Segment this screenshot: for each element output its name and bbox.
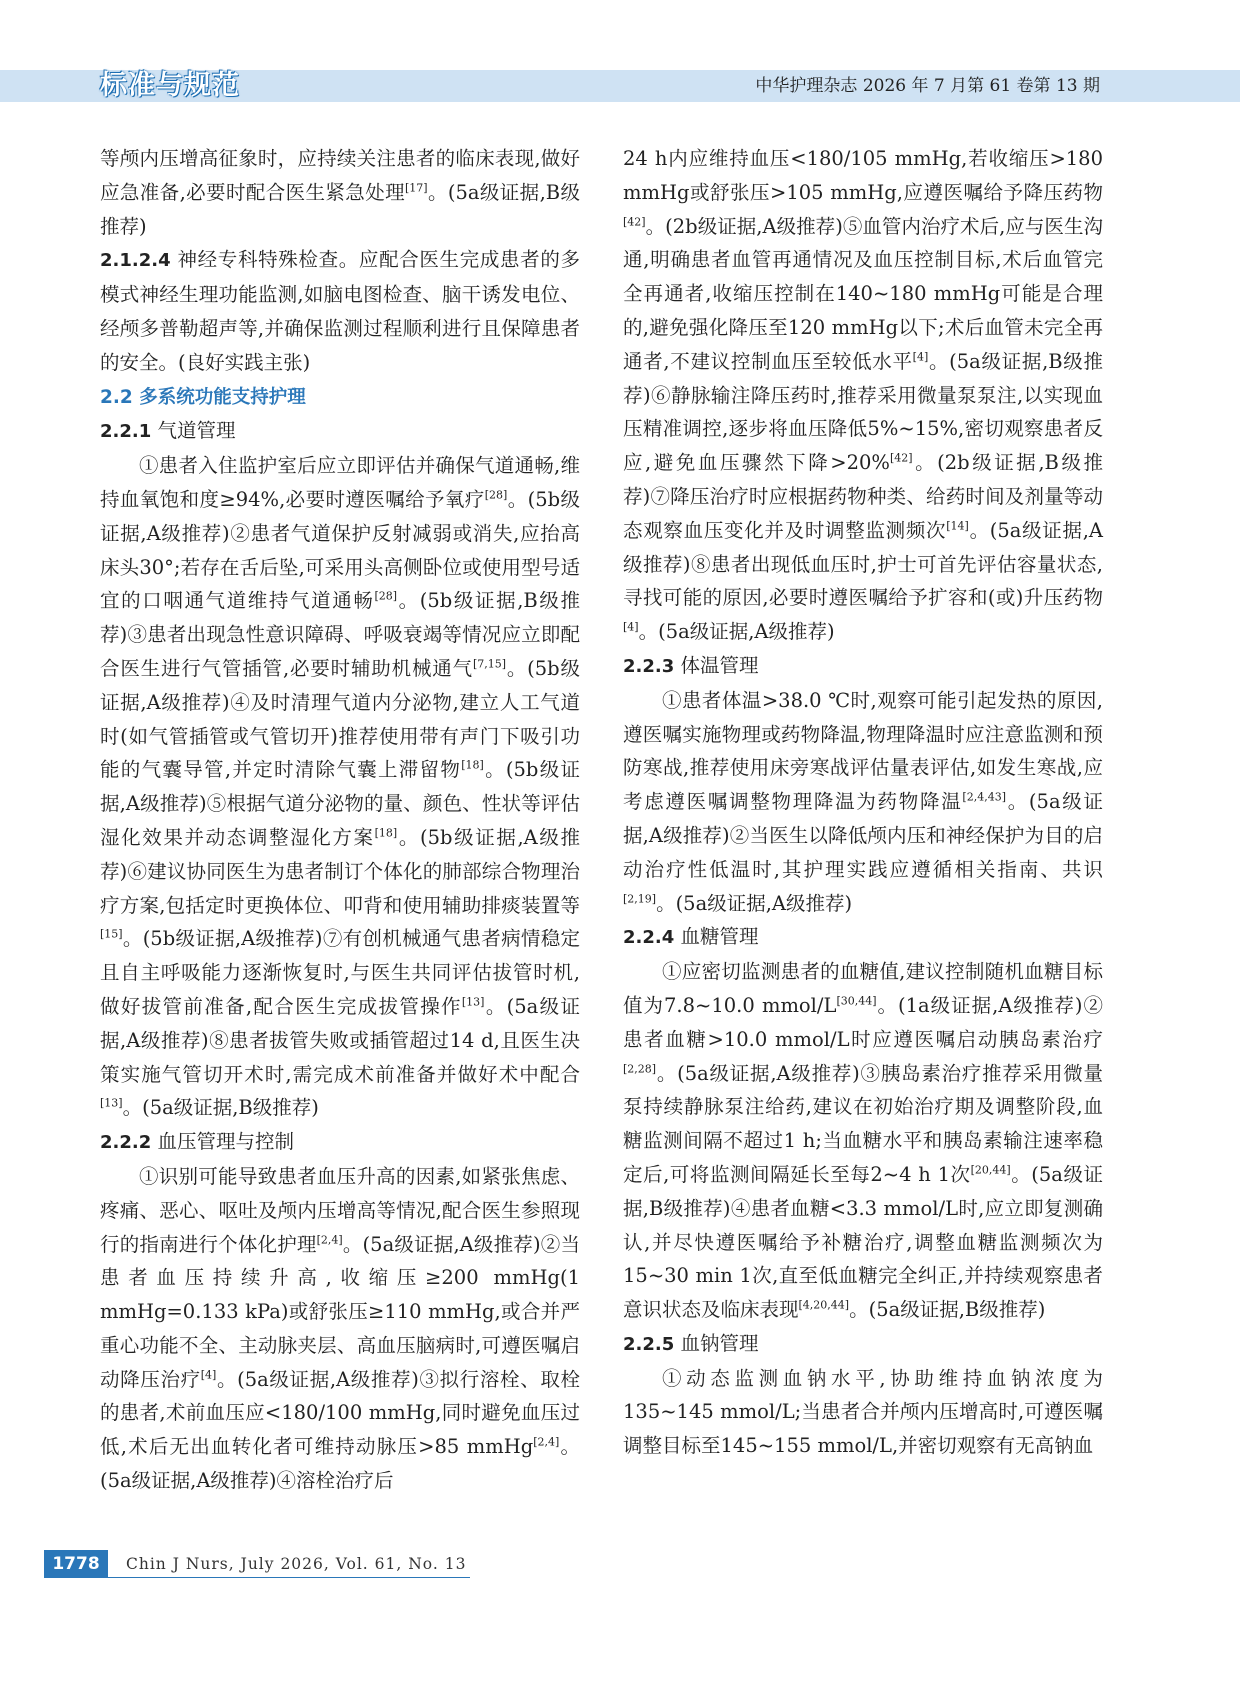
section-heading-2-2-5: 2.2.5 血钠管理 (623, 1331, 759, 1355)
section-heading-2-2-3: 2.2.3 体温管理 (623, 653, 759, 677)
glucose-paragraph: ①应密切监测患者的血糖值,建议控制随机血糖目标值为7.8~10.0 mmol/L[30,44]。(1a级证据,A级推荐)②患者血糖>10.0 mmol/L时应遵医嘱启动胰岛素治疗[2,28]。(5a级证据,A级推荐)③胰岛素治疗推荐采用微量泵持续静脉泵注给药,建议在初始治疗期及调整阶段,血糖监测间隔不超过1 h;当血糖水平和胰岛素输注速率稳定后,可将监测间隔延长至每2~4 h 1次[20,44]。(5a级证据,B级推荐)④患者血糖<3.3 mmol/L时,应立即复测确认,并尽快遵医嘱给予补糖治疗,调整血糖监测频次为15~30 min 1次,直至低血糖完全纠正,并持续观察患者意识状态及临床表现[4,20,44]。(5a级证据,B级推荐) (623, 960, 1103, 1322)
footer-citation: Chin J Nurs, July 2026, Vol. 61, No. 13 (126, 1555, 467, 1573)
sodium-paragraph: ①动态监测血钠水平,协助维持血钠浓度为135~145 mmol/L;当患者合并颅内压增高时,可遵医嘱调整目标至145~155 mmol/L,并密切观察有无高钠血 (623, 1366, 1103, 1458)
footer-rule (108, 1577, 470, 1578)
section-heading-2-2: 2.2 多系统功能支持护理 (100, 386, 306, 408)
section-2-1-2-4: 2.1.2.4 神经专科特殊检查。应配合医生完成患者的多模式神经生理功能监测,如脑电图检查、脑干诱发电位、经颅多普勒超声等,并确保监测过程顺利进行且保障患者的安全。(良好实践主张) (100, 248, 580, 374)
airway-paragraph: ①患者入住监护室后应立即评估并确保气道通畅,维持血氧饱和度≥94%,必要时遵医嘱给予氧疗[28]。(5b级证据,A级推荐)②患者气道保护反射减弱或消失,应抬高床头30°;若存在舌后坠,可采用头高侧卧位或使用型号适宜的口咽通气道维持气道通畅[28]。(5b级证据,B级推荐)③患者出现急性意识障碍、呼吸衰竭等情况应立即配合医生进行气管插管,必要时辅助机械通气[7,15]。(5b级证据,A级推荐)④及时清理气道内分泌物,建立人工气道时(如气管插管或气管切开)推荐使用带有声门下吸引功能的气囊导管,并定时清除气囊上滞留物[18]。(5b级证据,A级推荐)⑤根据气道分泌物的量、颜色、性状等评估湿化效果并动态调整湿化方案[18]。(5b级证据,A级推荐)⑥建议协同医生为患者制订个体化的肺部综合物理治疗方案,包括定时更换体位、叩背和使用辅助排痰装置等[15]。(5b级证据,A级推荐)⑦有创机械通气患者病情稳定且自主呼吸能力逐渐恢复时,与医生共同评估拔管时机,做好拔管前准备,配合医生完成拔管操作[13]。(5a级证据,A级推荐)⑧患者拔管失败或插管超过14 d,且医生决策实施气管切开术时,需完成术前准备并做好术中配合[13]。(5a级证据,B级推荐) (100, 454, 580, 1120)
journal-info: 中华护理杂志 2026 年 7 月第 61 卷第 13 期 (755, 76, 1100, 96)
section-number: 2.1.2.4 (100, 250, 171, 272)
bp-paragraph: ①识别可能导致患者血压升高的因素,如紧张焦虑、疼痛、恶心、呕吐及颅内压增高等情况,配合医生参照现行的指南进行个体化护理[2,4]。(5a级证据,A级推荐)②当患者血压持续升高,收缩压≥200 mmHg(1 mmHg=0.133 kPa)或舒张压≥110 mmHg,或合并严重心功能不全、主动脉夹层、高血压脑病时,可遵医嘱启动降压治疗[4]。(5a级证据,A级推荐)③拟行溶栓、取栓的患者,术前血压应<180/100 mmHg,同时避免血压过低,术后无出血转化者可维持动脉压>85 mmHg[2,4]。(5a级证据,A级推荐)④溶栓治疗后 (100, 1164, 580, 1493)
section-heading-2-2-2: 2.2.2 血压管理与控制 (100, 1130, 294, 1154)
paragraph: 等颅内压增高征象时，应持续关注患者的临床表现,做好应急准备,必要时配合医生紧急处理[17]。(5a级证据,B级推荐) (100, 147, 580, 238)
temperature-paragraph: ①患者体温>38.0 ℃时,观察可能引起发热的原因,遵医嘱实施物理或药物降温,物理降温时应注意监测和预防寒战,推荐使用床旁寒战评估量表评估,如发生寒战,应考虑遵医嘱调整物理降温为药物降温[2,4,43]。(5a级证据,A级推荐)②当医生以降低颅内压和神经保护为目的启动治疗性低温时,其护理实践应遵循相关指南、共识[2,19]。(5a级证据,A级推荐) (623, 688, 1103, 915)
section-heading-2-2-1: 2.2.1 气道管理 (100, 419, 236, 443)
left-column (100, 142, 580, 1498)
section-tag: 标准与规范 (100, 70, 240, 101)
page-number: 1778 (44, 1550, 108, 1578)
bp-paragraph-continued: 24 h内应维持血压<180/105 mmHg,若收缩压>180 mmHg或舒张压>105 mmHg,应遵医嘱给予降压药物[42]。(2b级证据,A级推荐)⑤血管内治疗术后,应与医生沟通,明确患者血管再通情况及血压控制目标,术后血管完全再通者,收缩压控制在140~180 mmHg可能是合理的,避免强化降压至120 mmHg以下;术后血管未完全再通者,不建议控制血压至较低水平[4]。(5a级证据,B级推荐)⑥静脉输注降压药时,推荐采用微量泵泵注,以实现血压精准调控,逐步将血压降低5%~15%,密切观察患者反应,避免血压骤然下降>20%[42]。(2b级证据,B级推荐)⑦降压治疗时应根据药物种类、给药时间及剂量等动态观察血压变化并及时调整监测频次[14]。(5a级证据,A级推荐)⑧患者出现低血压时,护士可首先评估容量状态,寻找可能的原因,必要时遵医嘱给予扩容和(或)升压药物[4]。(5a级证据,A级推荐) (623, 147, 1103, 644)
section-heading-2-2-4: 2.2.4 血糖管理 (623, 925, 759, 949)
right-column (623, 142, 1103, 1463)
